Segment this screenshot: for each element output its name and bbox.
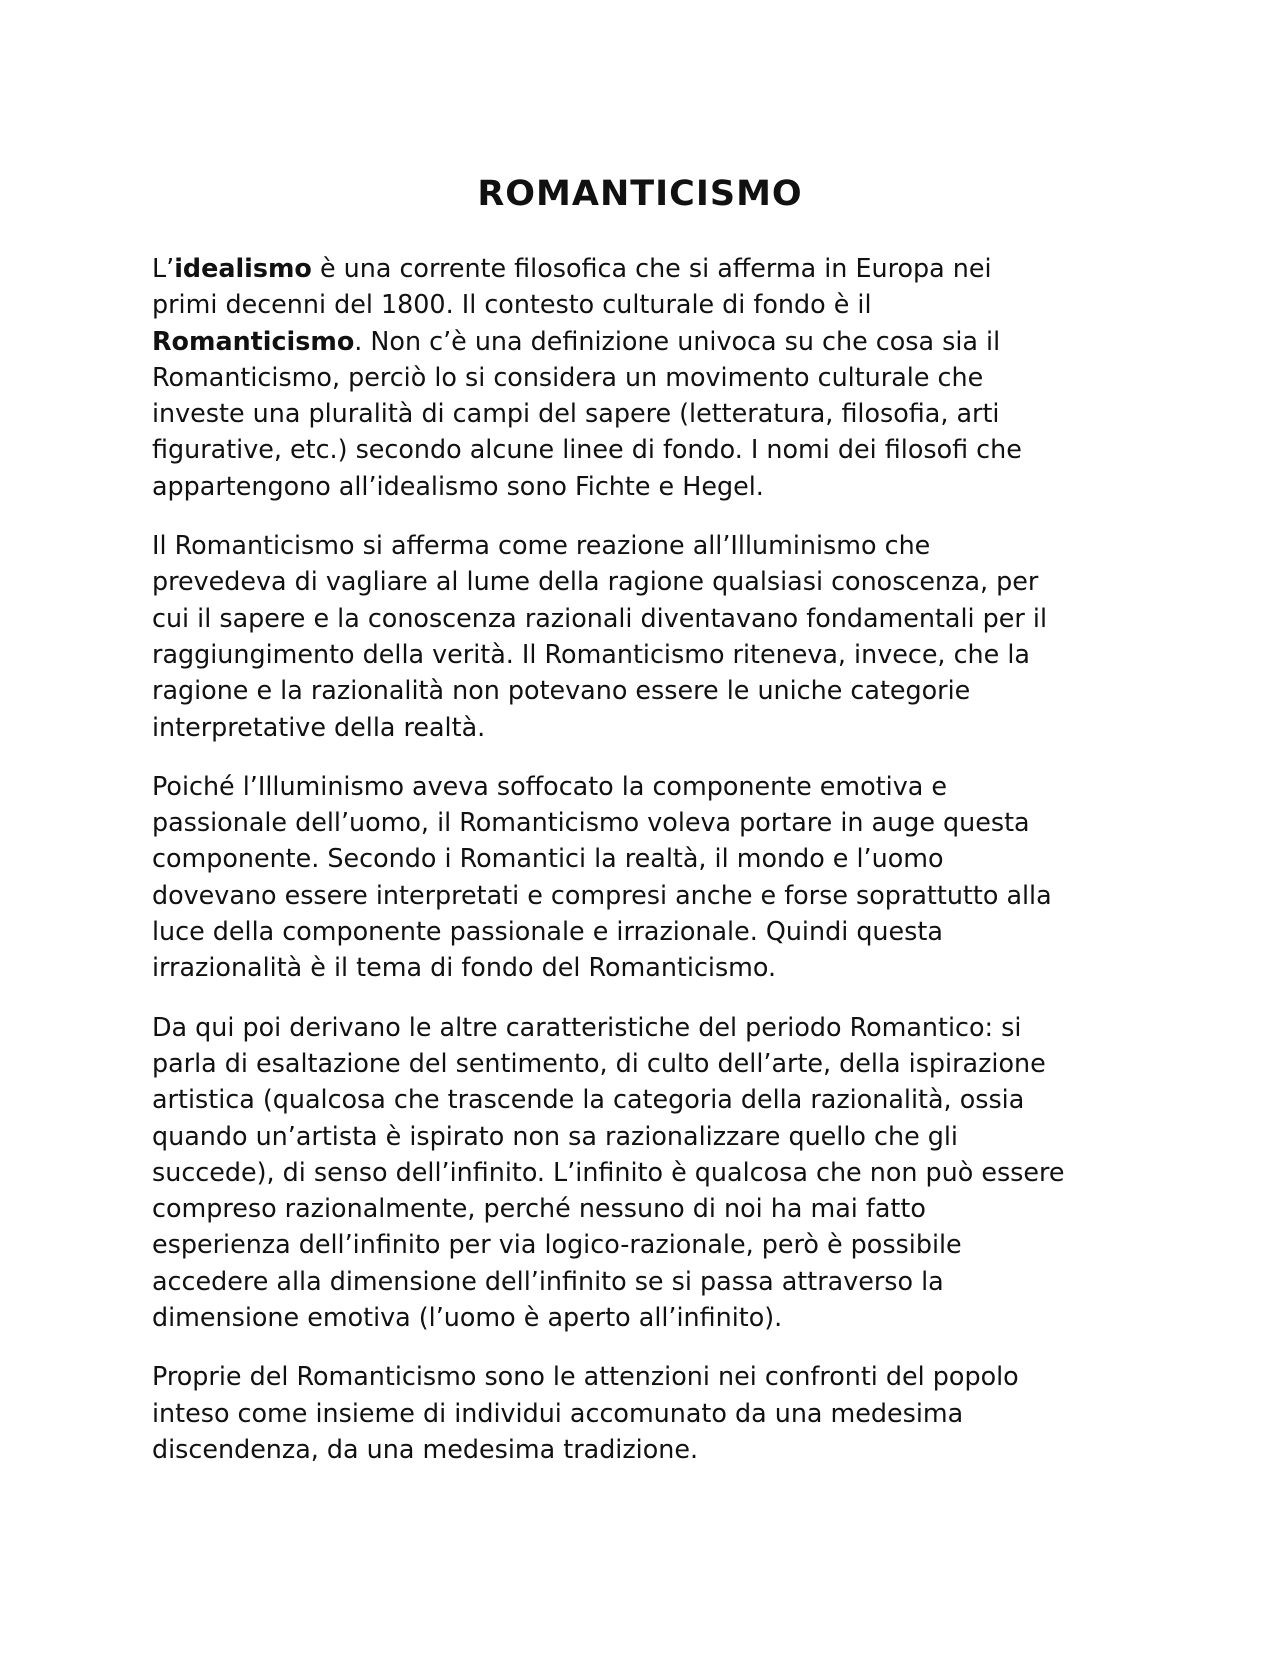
paragraph-line: Poiché l’Illuminismo aveva soffocato la componente emotiva e (152, 770, 947, 801)
paragraph-line: investe una pluralità di campi del sapere (letteratura, filosofia, arti (152, 398, 1000, 429)
paragraph-line: figurative, etc.) secondo alcune linee di fondo. I nomi dei filosofi che (152, 434, 1022, 465)
bold-term-idealismo: idealismo (174, 253, 312, 283)
paragraph-4 (152, 1009, 1152, 1336)
paragraph-line: compreso razionalmente, perché nessuno di noi ha mai fatto (152, 1193, 926, 1224)
paragraph-line: esperienza dell’infinito per via logico-razionale, però è possibile (152, 1229, 962, 1260)
paragraph-line: artistica (qualcosa che trascende la categoria della razionalità, ossia (152, 1084, 1025, 1115)
paragraph-line: Da qui poi derivano le altre caratteristiche del periodo Romantico: si (152, 1011, 1022, 1042)
paragraph-line: dimensione emotiva (l’uomo è aperto all’infinito). (152, 1302, 783, 1333)
paragraph-line (152, 250, 1152, 286)
paragraph-line: appartengono all’idealismo sono Fichte e Hegel. (152, 470, 764, 501)
bold-term-romanticismo: Romanticismo (152, 325, 355, 356)
paragraph-line: irrazionalità è il tema di fondo del Romanticismo. (152, 952, 777, 983)
paragraph-2 (152, 527, 1152, 745)
text-run: L’ (152, 253, 175, 283)
paragraph-line: succede), di senso dell’infinito. L’infinito è qualcosa che non può essere (152, 1156, 1065, 1187)
paragraph-5 (152, 1358, 1152, 1467)
paragraph-line: interpretative della realtà. (152, 711, 486, 742)
paragraph-line: raggiungimento della verità. Il Romanticismo riteneva, invece, che la (152, 638, 1030, 669)
paragraph-line: Il Romanticismo si afferma come reazione all’Illuminismo che (152, 530, 931, 561)
paragraph-line: parla di esaltazione del sentimento, di culto dell’arte, della ispirazione (152, 1047, 1046, 1078)
paragraph-line (152, 323, 1152, 359)
paragraph-3 (152, 768, 1152, 986)
paragraph-line: quando un’artista è ispirato non sa razionalizzare quello che gli (152, 1120, 958, 1151)
paragraph-1 (152, 250, 1152, 504)
paragraph-line: discendenza, da una medesima tradizione. (152, 1433, 699, 1464)
paragraph-line: prevedeva di vagliare al lume della ragione qualsiasi conoscenza, per (152, 566, 1039, 597)
paragraph-line: inteso come insieme di individui accomunato da una medesima (152, 1397, 964, 1428)
paragraph-line: luce della componente passionale e irrazionale. Quindi questa (152, 916, 943, 947)
paragraph-line: Romanticismo, perciò lo si considera un movimento culturale che (152, 361, 984, 392)
paragraph-line: accedere alla dimensione dell’infinito se si passa attraverso la (152, 1265, 944, 1296)
paragraph-line: passionale dell’uomo, il Romanticismo voleva portare in auge questa (152, 807, 1030, 838)
paragraph-line: componente. Secondo i Romantici la realtà, il mondo e l’uomo (152, 843, 944, 874)
paragraph-line: ragione e la razionalità non potevano essere le uniche categorie (152, 675, 971, 706)
document-body (152, 250, 1152, 1490)
text-run: . Non c’è una definizione univoca su che cosa sia il (354, 325, 1001, 356)
text-run: è una corrente filosofica che si afferma in Europa nei (311, 253, 992, 283)
paragraph-line: dovevano essere interpretati e compresi anche e forse soprattutto alla (152, 879, 1052, 910)
document-title: ROMANTICISMO (477, 174, 803, 214)
paragraph-line: Proprie del Romanticismo sono le attenzioni nei confronti del popolo (152, 1361, 1019, 1392)
paragraph-line: cui il sapere e la conoscenza razionali diventavano fondamentali per il (152, 602, 1048, 633)
paragraph-line: primi decenni del 1800. Il contesto culturale di fondo è il (152, 289, 872, 320)
